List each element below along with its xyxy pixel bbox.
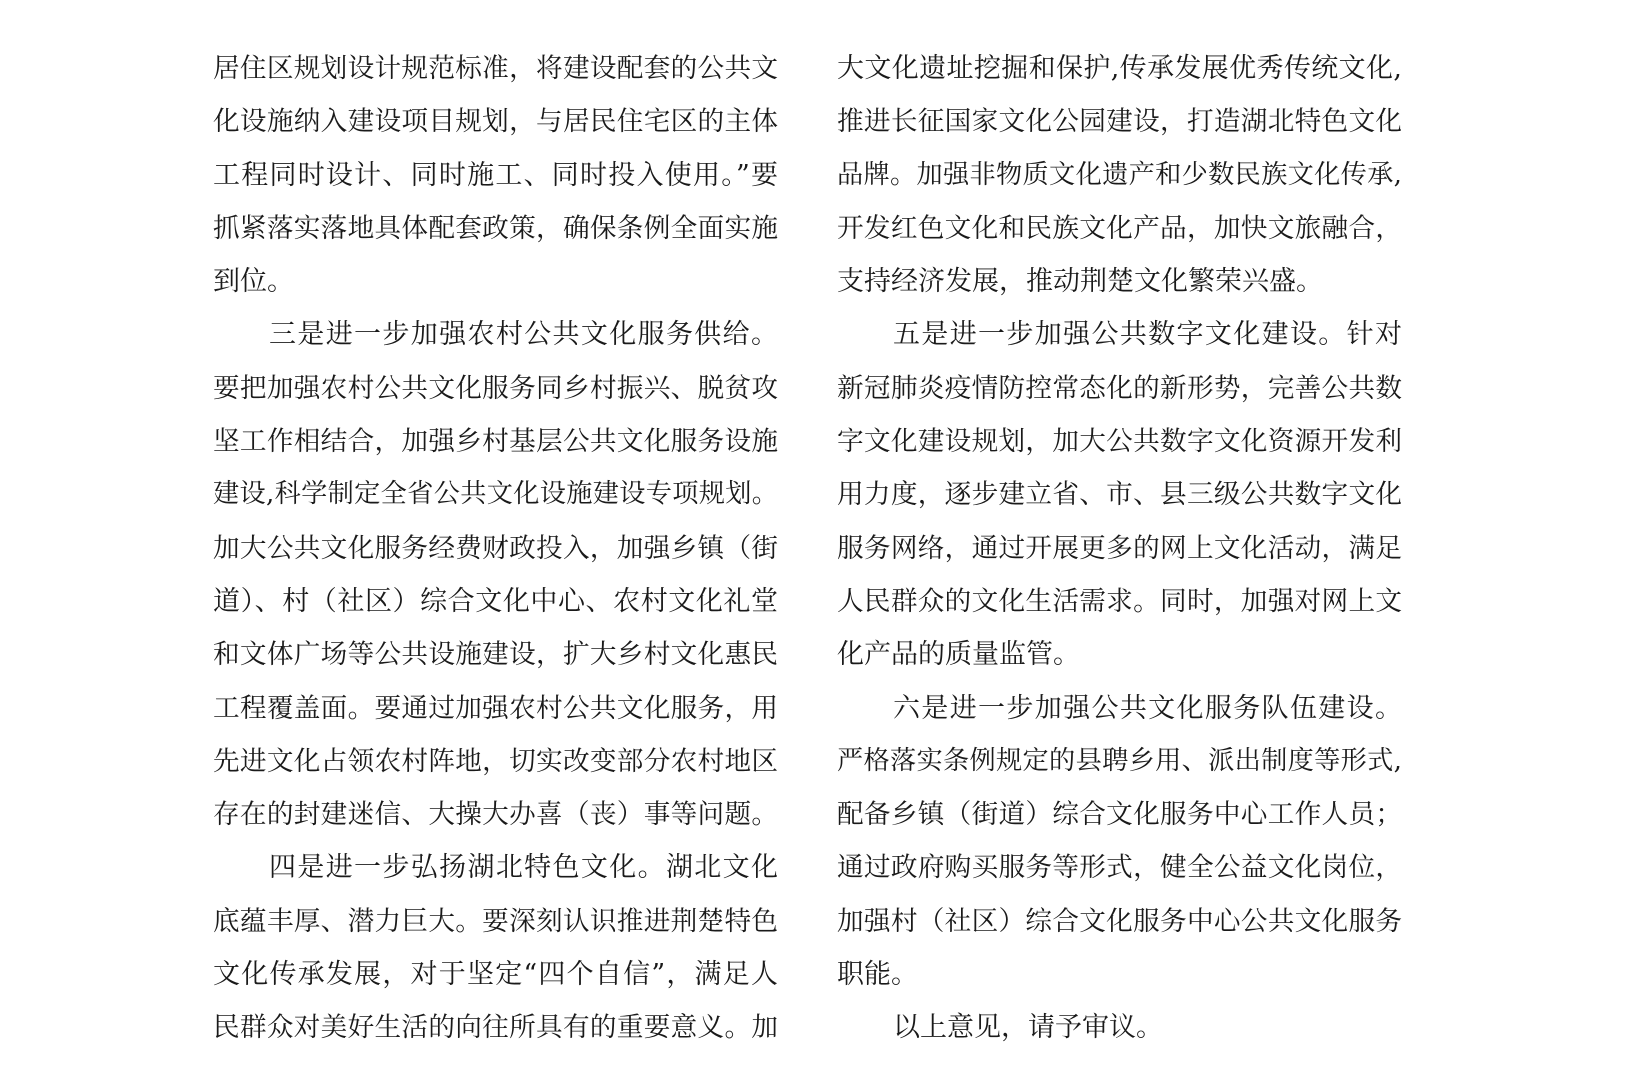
- text-line: 文化传承发展，对于坚定“四个自信”，满足人: [213, 959, 778, 991]
- text-line: 工程覆盖面。要通过加强农村公共文化服务，用: [213, 692, 778, 724]
- text-line: 大文化遗址挖掘和保护,传承发展优秀传统文化,: [837, 53, 1402, 84]
- paragraph-heading-line: 五是进一步加强公共数字文化建设。针对: [893, 319, 1402, 351]
- paragraph-heading-line: 四是进一步弘扬湖北特色文化。湖北文化: [269, 852, 778, 884]
- text-line: 存在的封建迷信、大操大办喜（丧）事等问题。: [213, 799, 778, 831]
- text-line: 和文体广场等公共设施建设，扩大乡村文化惠民: [213, 639, 778, 671]
- text-line: 严格落实条例规定的县聘乡用、派出制度等形式,: [837, 745, 1402, 776]
- text-line: 用力度，逐步建立省、市、县三级公共数字文化: [837, 479, 1402, 511]
- text-line: 底蕴丰厚、潜力巨大。要深刻认识推进荆楚特色: [213, 905, 778, 937]
- text-line: 服务网络，通过开展更多的网上文化活动，满足: [837, 532, 1402, 564]
- text-line: 新冠肺炎疫情防控常态化的新形势，完善公共数: [837, 372, 1402, 404]
- text-line: 开发红色文化和民族文化产品，加快文旅融合，: [837, 212, 1402, 244]
- text-line: 到位。: [213, 266, 294, 298]
- text-line: 道）、村（社区）综合文化中心、农村文化礼堂: [213, 585, 778, 617]
- text-line: 加强村（社区）综合文化服务中心公共文化服务: [837, 905, 1402, 937]
- text-line: 通过政府购买服务等形式，健全公益文化岗位，: [837, 852, 1402, 884]
- text-line: 推进长征国家文化公园建设，打造湖北特色文化: [837, 106, 1402, 138]
- text-line: 人民群众的文化生活需求。同时，加强对网上文: [837, 585, 1402, 617]
- text-line: 坚工作相结合，加强乡村基层公共文化服务设施: [213, 426, 778, 458]
- right-text-column: [837, 42, 1402, 1055]
- text-line: 民群众对美好生活的向往所具有的重要意义。加: [213, 1012, 778, 1044]
- text-line: 化产品的质量监管。: [837, 639, 1080, 671]
- text-line: 字文化建设规划，加大公共数字文化资源开发利: [837, 426, 1402, 458]
- text-line: 工程同时设计、同时施工、同时投入使用。”要: [213, 159, 778, 191]
- text-line: 抓紧落实落地具体配套政策，确保条例全面实施: [213, 212, 778, 244]
- text-line: 要把加强农村公共文化服务同乡村振兴、脱贫攻: [213, 372, 778, 404]
- text-line: 先进文化占领农村阵地，切实改变部分农村地区: [213, 745, 778, 777]
- text-line: 加大公共文化服务经费财政投入，加强乡镇（街: [213, 532, 778, 564]
- text-line: 职能。: [837, 959, 918, 991]
- text-line: 居住区规划设计规范标准，将建设配套的公共文: [213, 53, 778, 84]
- paragraph-heading-line: 六是进一步加强公共文化服务队伍建设。: [893, 692, 1402, 724]
- left-text-column: [213, 42, 778, 1055]
- text-line: 品牌。加强非物质文化遗产和少数民族文化传承,: [837, 159, 1402, 190]
- text-line: 化设施纳入建设项目规划，与居民住宅区的主体: [213, 106, 778, 138]
- paragraph-heading-line: 三是进一步加强农村公共文化服务供给。: [269, 319, 778, 351]
- text-line: 支持经济发展，推动荆楚文化繁荣兴盛。: [837, 266, 1323, 298]
- text-line: 建设,科学制定全省公共文化设施建设专项规划。: [213, 479, 778, 510]
- closing-line: 以上意见，请予审议。: [893, 1012, 1163, 1044]
- text-line: 配备乡镇（街道）综合文化服务中心工作人员；: [837, 799, 1402, 831]
